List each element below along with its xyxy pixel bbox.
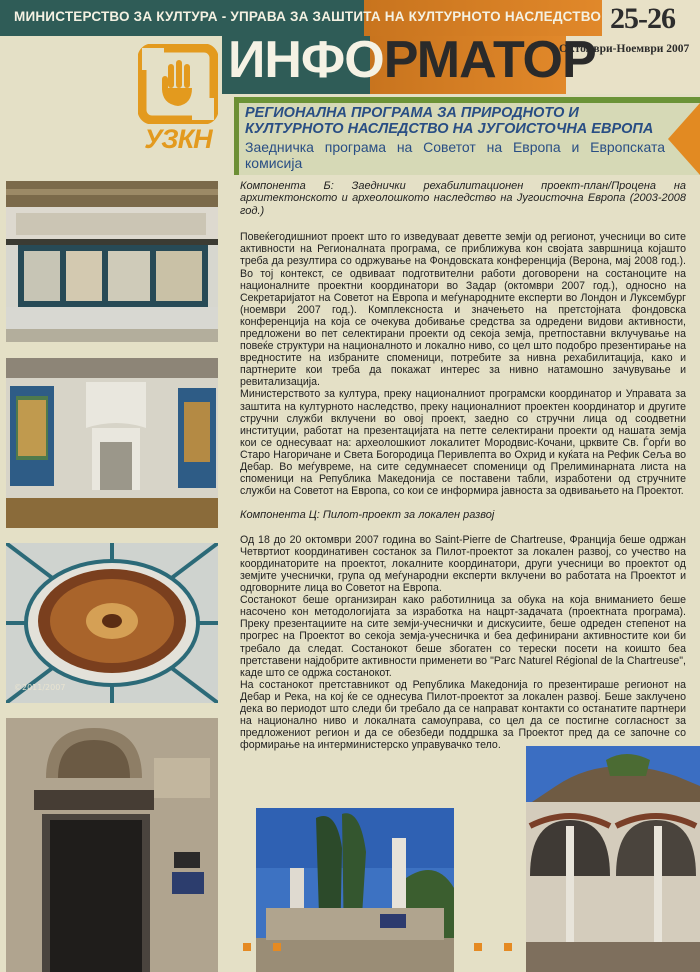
paragraph-1: Повеќегодишниот проект што го изведуваат деветте земји од регионот, учесници во сите активности на Регионалната програма, се приближува кон својата завршница којашто треба да резултира со одржување на Фондовската конференција (Верона, мај 2008 год.). Во тој контекст, се одвиваат подготвителни работи договорени на состаноците на националните проектни координатори во Задар (октомври 2007 год.), односно на Секретаријатот на Советот на Европа и меѓународните експерти во Лондон и Луксембург (ноември 2007 год.). Комплексноста и значењето на претстојната фондовска конференција на која се очекува добивање средства за одредени видови активности, предложени во пет селектирани проекти од секоја земја, претпоставни вклучување на повеќе структури на националното и локално ниво, со цел што подобро презентирање на вредностите на избраните споменици, потребите за нивна рехабилитација, како и партнерите кои треба да покажат интерес за нивно натамошно зачувување и ревитализација. xyxy=(240,231,686,389)
photo-copyright: ©2011/2007 xyxy=(14,683,66,692)
banner-title: РЕГИОНАЛНА ПРОГРАМА ЗА ПРИРОДНОТО И КУЛТУРНОТО НАСЛЕДСТВО НА ЈУГОИСТОЧНА ЕВРОПА xyxy=(245,105,654,137)
banner-arrow-icon xyxy=(668,103,700,175)
issue-date: Октомври-Ноември 2007 xyxy=(559,43,690,55)
banner-strip xyxy=(239,97,700,103)
program-banner xyxy=(234,97,700,175)
component-c-title: Компонента Ц: Пилот-проект за локален развој xyxy=(240,509,495,522)
banner-subtitle: Заедничка програма на Советот на Европа и Европската комисија xyxy=(245,139,665,171)
masthead-title xyxy=(228,30,596,90)
decorative-square-3 xyxy=(474,943,482,951)
photo-stone-doorway xyxy=(6,718,218,972)
ministry-title: МИНИСТЕРСТВО ЗА КУЛТУРА - УПРАВА ЗА ЗАШТИТА НА КУЛТУРНОТО НАСЛЕДСТВО xyxy=(14,9,602,24)
spacer xyxy=(240,497,686,509)
masthead-part-2: РМАТОР xyxy=(383,31,596,89)
photo-fireplace-room xyxy=(6,358,218,528)
photo-wooden-interior xyxy=(6,181,218,342)
photo-painted-ceiling xyxy=(6,543,218,703)
paragraph-3: Од 18 до 20 октомври 2007 година во Saint-Pierre de Chartreuse, Франција беше одржан Четвртиот координативен состанок за Пилот-проектот за локален развој, со учество на координаторите на проектот, локалните координатори, други учесници во проектот од земјите учеснички, група од меѓународни експерти вклучени во работата на Проектот и одговорните лица во Советот на Европа. xyxy=(240,533,686,595)
decorative-square-1 xyxy=(243,943,251,951)
hand-emblem-icon xyxy=(138,44,218,124)
photo-arcade-courtyard xyxy=(526,746,700,972)
article-body xyxy=(240,180,686,751)
decorative-square-2 xyxy=(273,943,281,951)
issue-number: 25-26 xyxy=(610,2,675,35)
paragraph-2: Министерството за култура, преку националниот програмски координатор и Управата за заштита на културното наследство, преку националниот проектен координатор и другите стручни служби вклучени во овој проект, заедно со стручни лица од соодветни институции, работат на презентацијата на петте селектирани проекти од нашата земја кои се однесуваат на: археолошкиот локалитет Мородвис-Кочани, црквите Св. Ѓорѓи во Старо Нагоричане и Света Богородица Перивлепта во Охрид и куќата на Рефик Сеља во Дебар. Во меѓувреме, на сите седумнаесет споменици од Прелиминарната листа на споменици на Република Македонија се поставени табли, изработени од стручните служби на Советот на Европа, со кои се информира јавноста за одвивањето на Проектот. xyxy=(240,388,686,498)
decorative-square-4 xyxy=(504,943,512,951)
spacer xyxy=(240,522,686,534)
component-b-title: Компонента Б: Заеднички рехабилитационен проект-план/Процена на архитектонското и археолошкото наследство на Југоисточна Европа (2003-2008 год.) xyxy=(240,180,686,217)
logo-text: УЗКН xyxy=(144,124,212,154)
paragraph-5: На состанокот претставникот од Република Македонија го презентираше регионот на Дебар и Река, на кој ќе се однесува Пилот-проектот за локален развој. Беше заклучено дека во периодот што следи би требало да се направат контакти со останатите партнери на национално ниво и локалната самоуправа, со цел да се постигне согласност за предложениот регион и да се обезбеди поддршка за Проектот пред да се започне со формирање на интерминистерско управувачко тело. xyxy=(240,678,686,752)
masthead-part-1: ИНФО xyxy=(228,31,384,89)
photo-archaeological-site xyxy=(256,808,454,972)
paragraph-4: Состанокот беше организиран како работилница за обука на која вниманието беше насочено кон методологијата за изработка на нацрт-задачата (проектната програма). Преку презентациите на сите земји-учеснички и дискусиите, беше одреден степенот на прогрес на Проектот во секоја земја-учесничка и беа дефинирани активностите кои би требало да следат. Состанокот беше збогатен со терески посети на коишто беа претставени најдобрите активности применети во "Parc Naturel Régional de la Chartreuse", каде што се одржа состанокот. xyxy=(240,594,686,679)
uzkn-logo xyxy=(138,44,218,154)
